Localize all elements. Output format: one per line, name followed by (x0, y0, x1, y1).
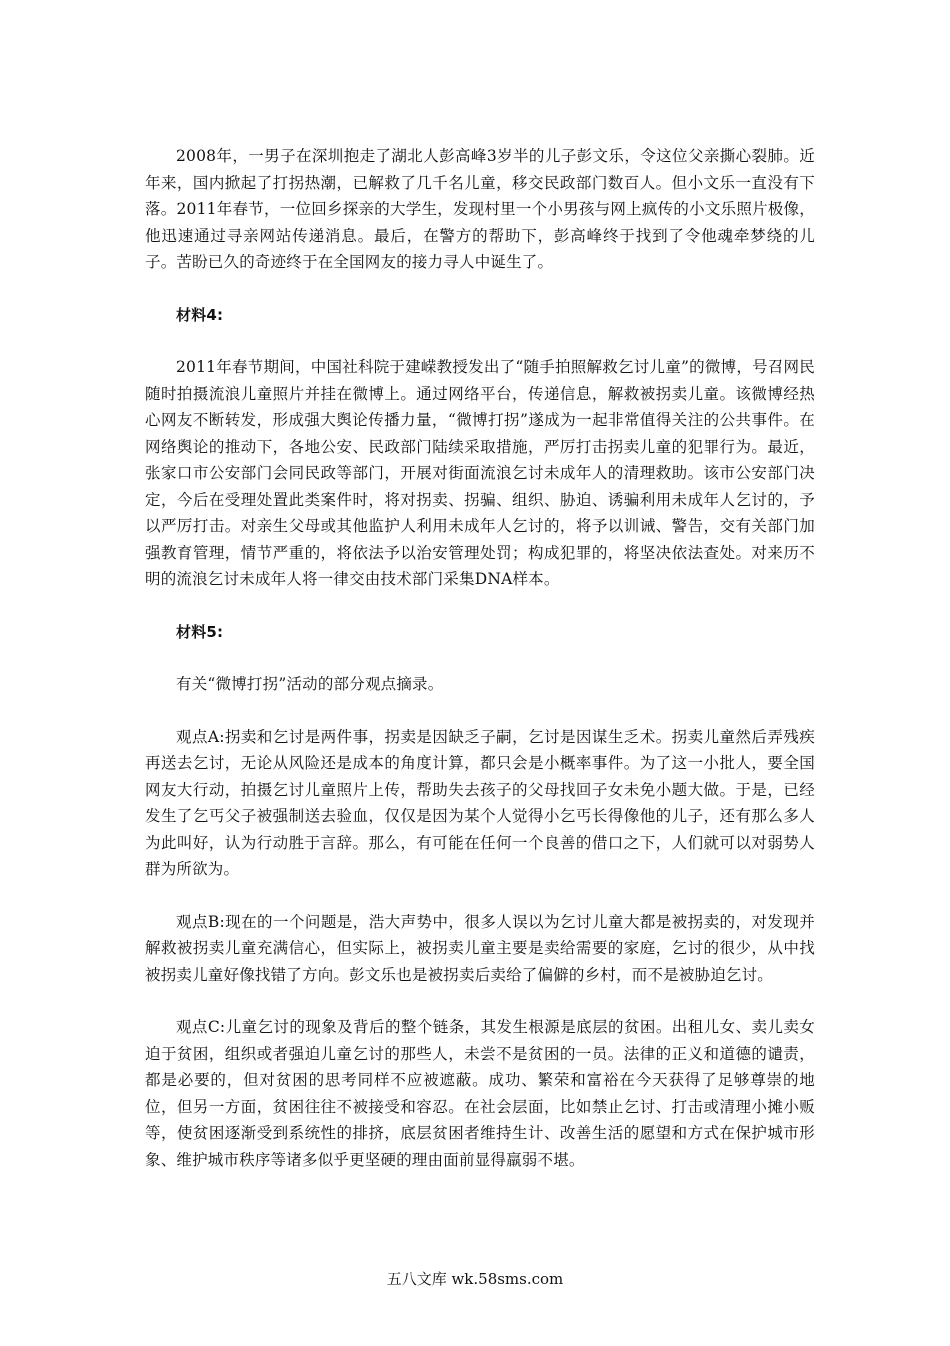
document-body (145, 143, 815, 1173)
paragraph-viewpoint-c: 观点C:儿童乞讨的现象及背后的整个链条，其发生根源是底层的贫困。出租儿女、卖儿卖女迫于贫困，组织或者强迫儿童乞讨的那些人，未尝不是贫困的一员。法律的正义和道德的谴责，都是必要的，但对贫困的思考同样不应被遮蔽。成功、繁荣和富裕在今天获得了足够尊崇的地位，但另一方面，贫困往往不被接受和容忍。在社会层面，比如禁止乞讨、打击或清理小摊小贩等，使贫困逐渐受到系统性的排挤，底层贫困者维持生计、改善生活的愿望和方式在保护城市形象、维护城市秩序等诸多似乎更坚硬的理由面前显得羸弱不堪。 (145, 1018, 815, 1169)
page-footer: 五八文库 wk.58sms.com (386, 1270, 564, 1288)
paragraph-viewpoint-b: 观点B:现在的一个问题是，浩大声势中，很多人误以为乞讨儿童大都是被拐卖的，对发现并解救被拐卖儿童充满信心，但实际上，被拐卖儿童主要是卖给需要的家庭，乞讨的很少，从中找被拐卖儿童好像找错了方向。彭文乐也是被拐卖后卖给了偏僻的乡村，而不是被胁迫乞讨。 (145, 912, 815, 984)
paragraph-material-4: 2011年春节期间，中国社科院于建嵘教授发出了“随手拍照解救乞讨儿童”的微博，号召网民随时拍摄流浪儿童照片并挂在微博上。通过网络平台，传递信息，解救被拐卖儿童。该微博经热心网友不断转发，形成强大舆论传播力量，“微博打拐”遂成为一起非常值得关注的公共事件。在网络舆论的推动下，各地公安、民政部门陆续采取措施，严厉打击拐卖儿童的犯罪行为。最近，张家口市公安部门会同民政等部门，开展对街面流浪乞讨未成年人的清理救助。该市公安部门决定，今后在受理处置此类案件时，将对拐卖、拐骗、组织、胁迫、诱骗利用未成年人乞讨的，予以严厉打击。对亲生父母或其他监护人利用未成年人乞讨的，将予以训诫、警告，交有关部门加强教育管理，情节严重的，将依法予以治安管理处罚；构成犯罪的，将坚决依法查处。对来历不明的流浪乞讨未成年人将一律交由技术部门采集DNA样本。 (145, 358, 815, 588)
paragraph-material-5-intro: 有关“微博打拐”活动的部分观点摘录。 (176, 675, 444, 693)
heading-material-4: 材料4: (176, 305, 224, 324)
paragraph-viewpoint-a: 观点A:拐卖和乞讨是两件事，拐卖是因缺乏子嗣，乞讨是因谋生乏术。拐卖儿童然后弄残疾再送去乞讨，无论从风险还是成本的角度计算，都只会是小概率事件。为了这一小批人，要全国网友大行动，拍摄乞讨儿童照片上传，帮助失去孩子的父母找回子女未免小题大做。于是，已经发生了乞丐父子被强制送去验血，仅仅是因为某个人觉得小乞丐长得像他的儿子，还有那么多人为此叫好，认为行动胜于言辞。那么，有可能在任何一个良善的借口之下，人们就可以对弱势人群为所欲为。 (145, 727, 815, 878)
paragraph-peng-wenle: 2008年，一男子在深圳抱走了湖北人彭高峰3岁半的儿子彭文乐，令这位父亲撕心裂肺。近年来，国内掀起了打拐热潮，已解救了几千名儿童，移交民政部门数百人。但小文乐一直没有下落。2011年春节，一位回乡探亲的大学生，发现村里一个小男孩与网上疯传的小文乐照片极像，他迅速通过寻亲网站传递消息。最后，在警方的帮助下，彭高峰终于找到了令他魂牵梦绕的儿子。苦盼已久的奇迹终于在全国网友的接力寻人中诞生了。 (145, 147, 815, 271)
heading-material-5: 材料5: (176, 622, 224, 641)
